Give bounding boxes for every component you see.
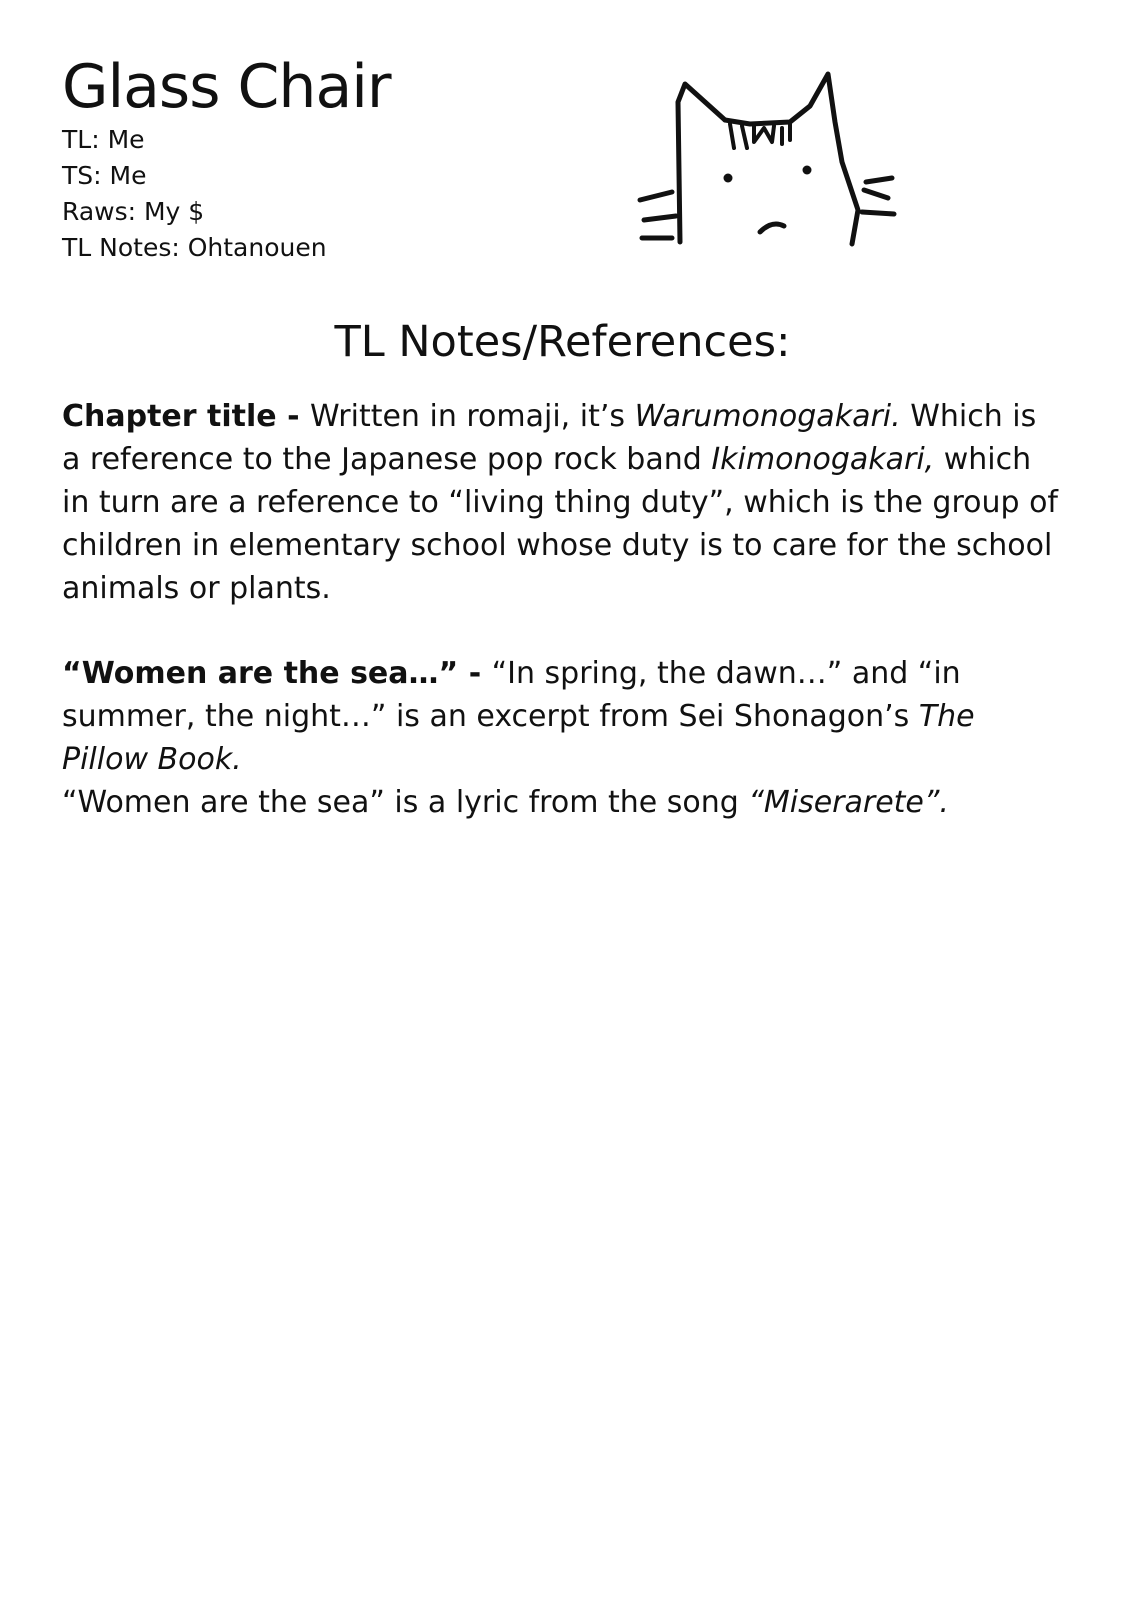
note-italic-title: The Pillow Book.: [62, 699, 975, 777]
note-paragraph: [62, 781, 1062, 824]
note-paragraph: [62, 652, 1062, 781]
note-separator: -: [276, 399, 310, 434]
group-name: Glass Chair: [62, 52, 391, 122]
credits-block: [62, 52, 391, 266]
note-term: “Women are the sea…”: [62, 656, 459, 691]
note-italic-title: “Miserarete”.: [748, 785, 949, 820]
credit-raws: Raws: My $: [62, 197, 205, 226]
credit-tl-notes: TL Notes: Ohtanouen: [62, 233, 327, 262]
note-text: Written in romaji, it’s: [309, 399, 635, 434]
credit-typesetter: TS: Me: [62, 161, 147, 190]
note-text: “In spring, the dawn…” and “in summer, the night…” is an excerpt from Sei Shonagon’s: [62, 656, 961, 734]
note-italic-title: Warumonogakari.: [634, 399, 901, 434]
notes-list: [62, 395, 1062, 824]
note-text: Which is a reference to the Japanese pop rock band: [62, 399, 1037, 477]
notes-section-title: TL Notes/References:: [334, 317, 791, 367]
note-chapter-title: [62, 395, 1062, 610]
credit-translator: TL: Me: [62, 125, 145, 154]
note-term: Chapter title: [62, 399, 277, 434]
note-paragraph: [62, 395, 1062, 610]
note-text: “Women are the sea” is a lyric from the song: [62, 785, 749, 820]
note-separator: -: [458, 656, 492, 691]
note-women-are-the-sea: [62, 652, 1062, 824]
note-text: which in turn are a reference to “living thing duty”, which is the group of children in elementary school whose duty is to care for the school animals or plants.: [62, 442, 1058, 606]
note-italic-title: Ikimonogakari,: [711, 442, 935, 477]
cat-face-icon: [630, 62, 930, 257]
